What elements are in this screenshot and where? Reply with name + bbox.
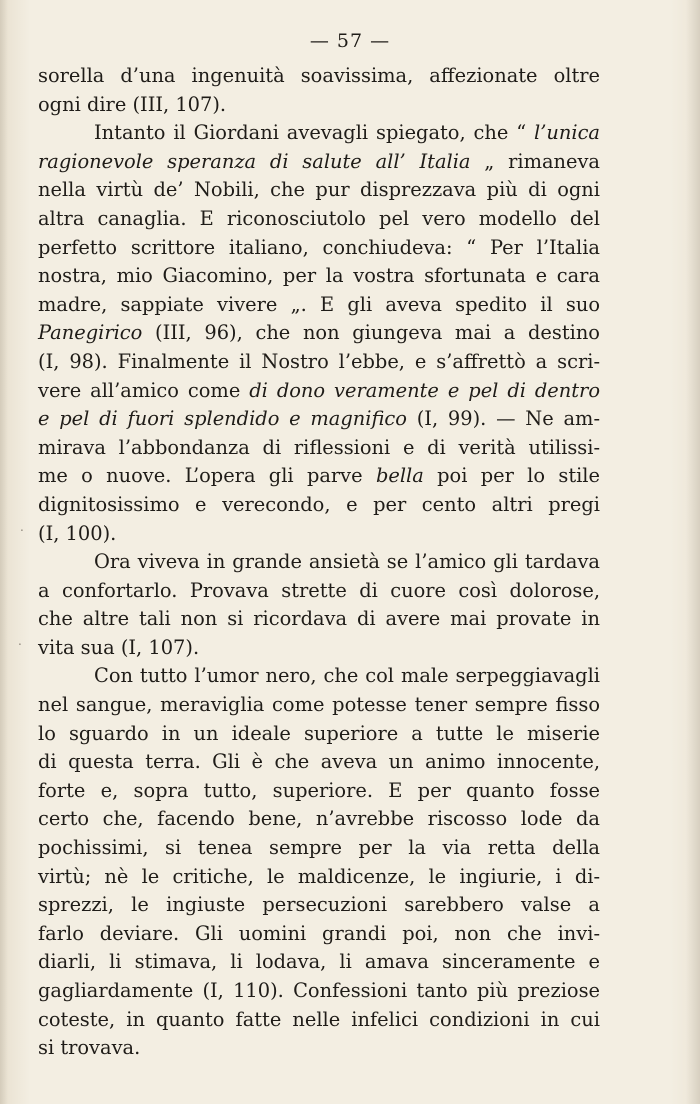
- italic-segment: di dono veramente e pel di dentro: [249, 378, 601, 402]
- text-line: sprezzi, le ingiuste persecuzioni sarebbero valse a: [38, 893, 600, 917]
- text-line: Ora viveva in grande ansietà se l’amico gli tardava: [94, 550, 600, 574]
- text-line: lo sguardo in un ideale superiore a tutte le miserie: [38, 721, 600, 745]
- italic-segment: l’unica: [534, 121, 600, 145]
- text-line: ogni dire (III, 107).: [38, 92, 227, 116]
- text-line: mirava l’abbondanza di riflessioni e di verità utilissi-: [38, 435, 600, 459]
- text-line: altra canaglia. E riconosciutolo pel vero modello del: [38, 206, 600, 230]
- text-line: [38, 377, 600, 406]
- italic-segment: e pel di fuori splendido e magnifico: [38, 407, 407, 431]
- text-segment: (I, 99). — Ne am-: [406, 407, 600, 431]
- text-line: certo che, facendo bene, n’avrebbe riscosso lode da: [38, 807, 600, 831]
- text-line: si trovava.: [38, 1036, 141, 1060]
- italic-segment: Panegirico: [38, 321, 143, 345]
- text-line: [38, 462, 600, 491]
- text-line: vita sua (I, 107).: [38, 635, 200, 659]
- text-line: nella virtù de’ Nobili, che pur disprezzava più di ogni: [38, 178, 600, 202]
- text-line: diarli, li stimava, li lodava, li amava sinceramente e: [38, 950, 600, 974]
- text-segment: Intanto il Giordani avevagli spiegato, che “: [94, 121, 535, 145]
- text-line: (I, 98). Finalmente il Nostro l’ebbe, e s’affrettò a scri-: [38, 349, 600, 373]
- text-line: che altre tali non si ricordava di avere mai provate in: [38, 607, 600, 631]
- margin-mark: .: [18, 634, 22, 648]
- margin-mark: .: [20, 520, 24, 534]
- text-line: coteste, in quanto fatte nelle infelici condizioni in cui: [38, 1007, 600, 1031]
- text-line: virtù; nè le critiche, le maldicenze, le ingiurie, i di-: [38, 864, 600, 888]
- page-left-shadow: [0, 0, 8, 1104]
- italic-segment: ragionevole speranza di salute all’ Italia: [38, 149, 471, 173]
- text-line: [38, 319, 600, 348]
- text-line: a confortarlo. Provava strette di cuore così dolorose,: [38, 578, 600, 602]
- text-segment: vere all’amico come: [38, 378, 250, 402]
- text-segment: (III, 96), che non giungeva mai a destino: [142, 321, 600, 345]
- text-line: dignitosissimo e verecondo, e per cento altri pregi: [38, 492, 600, 516]
- page-right-shadow: [686, 0, 700, 1104]
- text-line: farlo deviare. Gli uomini grandi poi, non che invi-: [38, 921, 600, 945]
- text-line: pochissimi, si tenea sempre per la via retta della: [38, 836, 600, 860]
- text-line: di questa terra. Gli è che aveva un animo innocente,: [38, 750, 600, 774]
- text-segment: poi per lo stile: [423, 464, 600, 488]
- text-line: nel sangue, meraviglia come potesse tener sempre fisso: [38, 693, 600, 717]
- body-text: [38, 62, 600, 1063]
- text-line: [38, 148, 600, 177]
- text-line: madre, sappiate vivere „. E gli aveva spedito il suo: [38, 292, 600, 316]
- text-segment: „ rimaneva: [470, 149, 600, 173]
- text-line: [38, 405, 600, 434]
- text-line: [38, 119, 600, 148]
- text-line: forte e, sopra tutto, superiore. E per quanto fosse: [38, 778, 600, 802]
- text-line: perfetto scrittore italiano, conchiudeva: “ Per l’Italia: [38, 235, 600, 259]
- text-line: Con tutto l’umor nero, che col male serpeggiavagli: [94, 664, 600, 688]
- text-line: (I, 100).: [38, 521, 117, 545]
- text-segment: me o nuove. L’opera gli parve: [38, 464, 376, 488]
- text-line: sorella d’una ingenuità soavissima, affezionate oltre: [38, 64, 600, 87]
- page-number: — 57 —: [309, 30, 391, 52]
- text-line: gagliardamente (I, 110). Confessioni tanto più preziose: [38, 979, 600, 1002]
- text-line: nostra, mio Giacomino, per la vostra sfortunata e cara: [38, 264, 600, 288]
- italic-segment: bella: [375, 464, 424, 488]
